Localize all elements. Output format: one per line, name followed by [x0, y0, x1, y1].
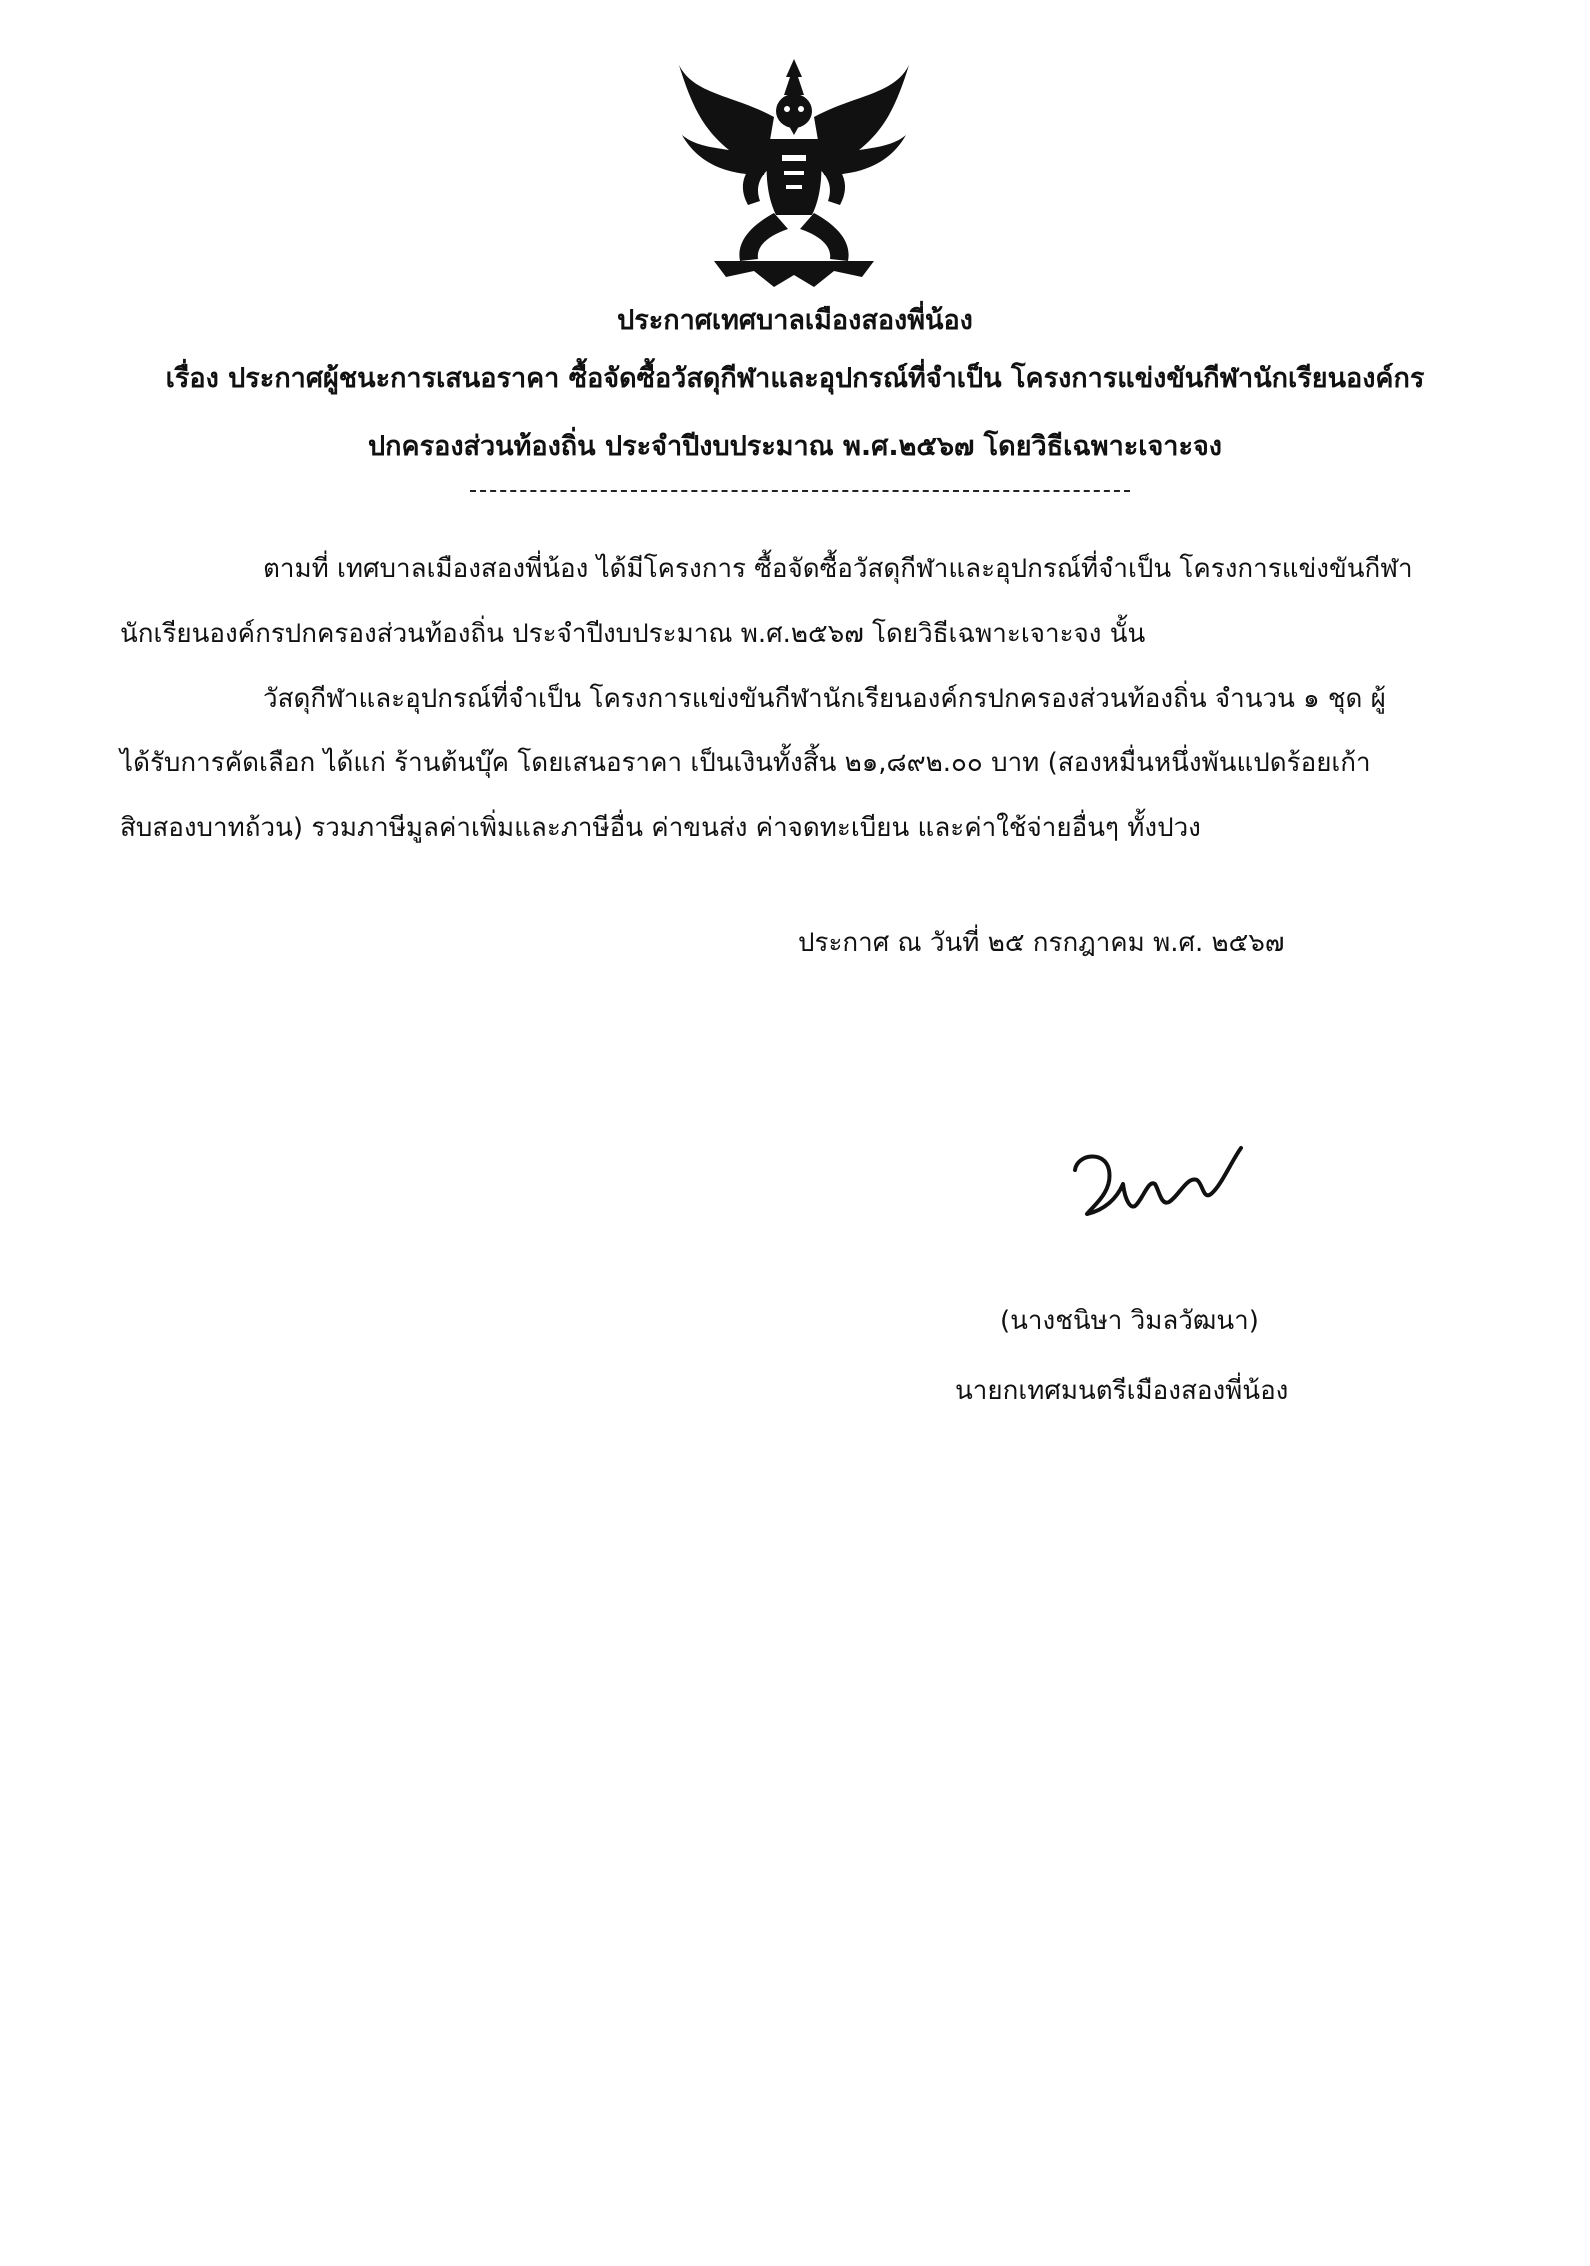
announcement-date: ประกาศ ณ วันที่ ๒๕ กรกฎาคม พ.ศ. ๒๕๖๗	[798, 928, 1285, 958]
divider	[470, 490, 1130, 492]
paragraph-2-line-2: ได้รับการคัดเลือก ได้แก่ ร้านต้นบุ๊ค โดยเสนอราคา เป็นเงินทั้งสิ้น ๒๑,๘๙๒.๐๐ บาท (สองหมื่นหนึ่งพันแปดร้อยเก้า	[120, 748, 1371, 778]
paragraph-2-line-3: สิบสองบาทถ้วน) รวมภาษีมูลค่าเพิ่มและภาษีอื่น ค่าขนส่ง ค่าจดทะเบียน และค่าใช้จ่ายอื่นๆ ทั้งปวง	[120, 813, 1201, 843]
paragraph-2-line-1: วัสดุกีฬาและอุปกรณ์ที่จำเป็น โครงการแข่งขันกีฬานักเรียนองค์กรปกครองส่วนท้องถิ่น จำนวน ๑ ชุด ผู้	[263, 684, 1386, 714]
signer-title: นายกเทศมนตรีเมืองสองพี่น้อง	[955, 1376, 1289, 1406]
garuda-emblem-icon	[674, 55, 914, 295]
subject-line-1: เรื่อง ประกาศผู้ชนะการเสนอราคา ซื้อจัดซื้อวัสดุกีฬาและอุปกรณ์ที่จำเป็น โครงการแข่งขันกีฬานักเรียนองค์กร	[165, 363, 1425, 394]
agency-title: ประกาศเทศบาลเมืองสองพี่น้อง	[617, 305, 973, 336]
signature-icon	[1065, 1140, 1250, 1230]
signer-name: (นางชนิษา วิมลวัฒนา)	[1000, 1306, 1259, 1336]
paragraph-1-line-2: นักเรียนองค์กรปกครองส่วนท้องถิ่น ประจำปีงบประมาณ พ.ศ.๒๕๖๗ โดยวิธีเฉพาะเจาะจง นั้น	[120, 619, 1146, 649]
subject-line-2: ปกครองส่วนท้องถิ่น ประจำปีงบประมาณ พ.ศ.๒๕๖๗ โดยวิธีเฉพาะเจาะจง	[368, 431, 1222, 462]
paragraph-1-line-1: ตามที่ เทศบาลเมืองสองพี่น้อง ได้มีโครงการ ซื้อจัดซื้อวัสดุกีฬาและอุปกรณ์ที่จำเป็น โครงการแข่งขันกีฬา	[263, 554, 1413, 584]
